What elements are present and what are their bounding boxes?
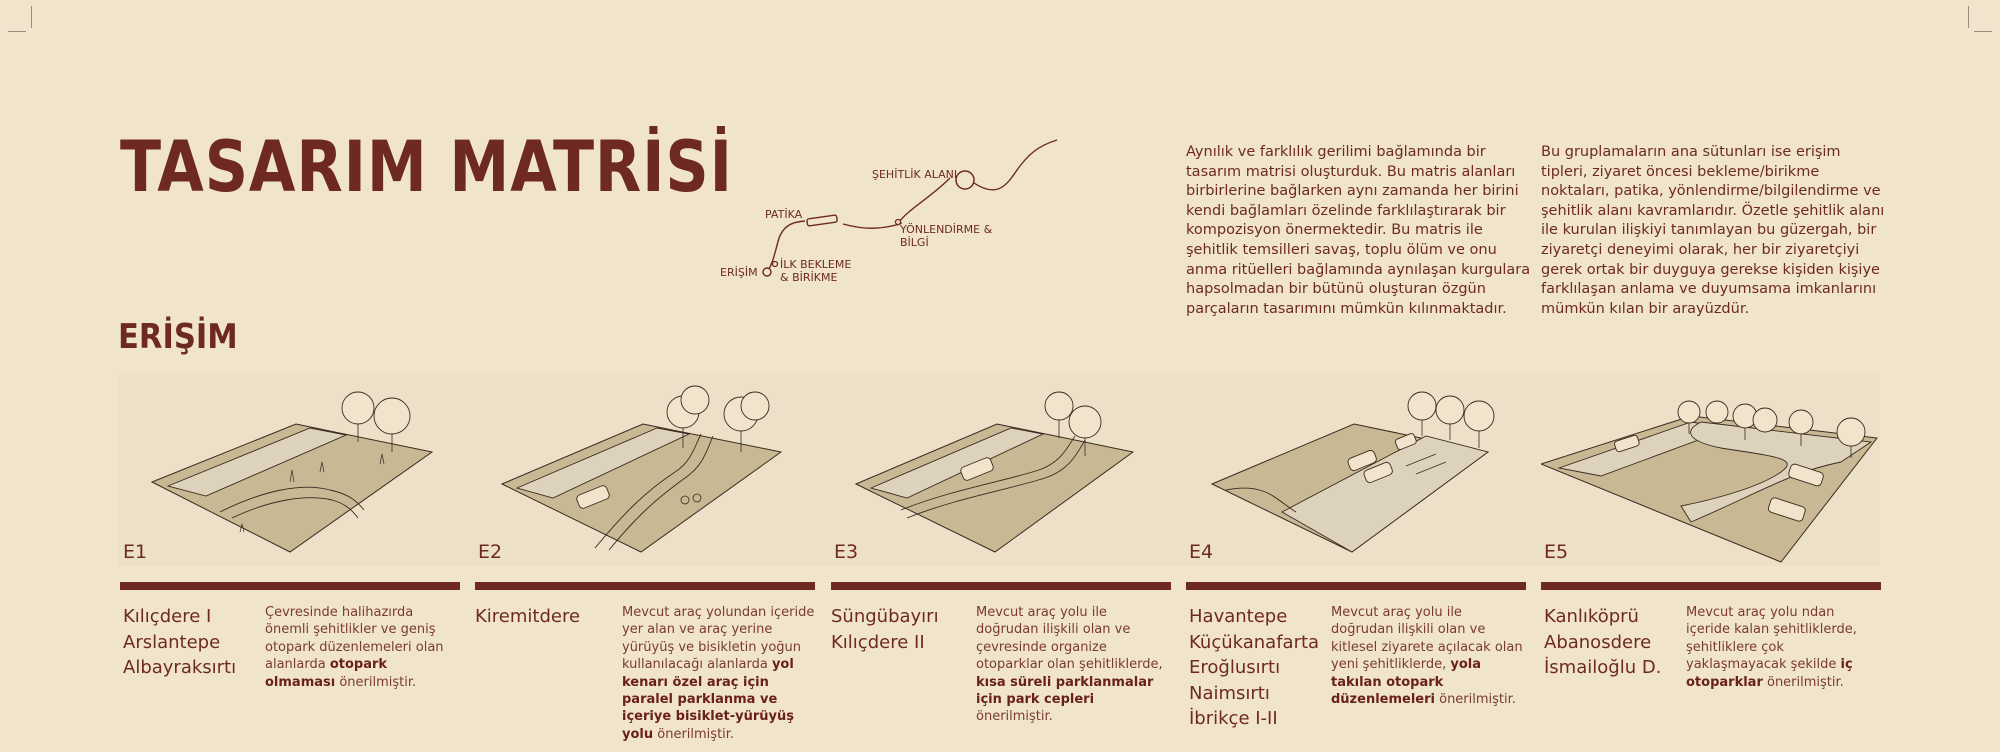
column-bar [1186, 582, 1526, 590]
desc-emphasis: yol kenarı özel araç için paralel parklanma ve içeriye bisiklet-yürüyüş yolu [622, 657, 795, 742]
crop-mark-top-right-h [1974, 31, 1992, 32]
route-path-2 [843, 222, 901, 228]
label-patika: PATİKA [765, 208, 803, 221]
place-name: Naimsırtı [1189, 682, 1270, 704]
column-code: E3 [834, 541, 859, 563]
desc-text: önerilmiştir. [653, 726, 735, 742]
desc-text: Mevcut araç yolu ile doğrudan ilişkili olan ve çevresinde organize otoparklar olan şehitliklerde, [976, 605, 1163, 673]
label-yonlendirme-2: BİLGİ [900, 236, 929, 249]
crop-mark-top-left-v [31, 6, 32, 28]
places-list [1189, 604, 1339, 732]
column-e2 [475, 372, 820, 752]
desc-emphasis: kısa süreli parklanmalar için park cepleri [976, 674, 1154, 708]
label-ilk-bekleme-1: İLK BEKLEME [780, 258, 852, 271]
desc-text: önerilmiştir. [1762, 674, 1844, 690]
column-e3 [831, 372, 1176, 752]
column-bar [1541, 582, 1881, 590]
desc-text: önerilmiştir. [976, 709, 1053, 725]
place-name: Arslantepe [123, 631, 221, 653]
place-name: Kanlıköprü [1544, 606, 1639, 627]
column-e1 [120, 372, 465, 752]
place-name: İsmailoğlu D. [1544, 657, 1662, 678]
desc-text: önerilmiştir. [1434, 692, 1516, 708]
column-description [622, 604, 818, 743]
crop-mark-top-right-v [1968, 6, 1969, 28]
crop-mark-top-left-h [8, 31, 26, 32]
intro-paragraph-1: Aynılık ve farklılık gerilimi bağlamında bir tasarım matrisi oluşturduk. Bu matris alanları birbirlerine bağlarken aynı zamanda her birini kendi bağlamları özelinde farklılaştırarak bir kompozisyon önermektedir. Bu matris ile şehitlik temsilleri savaş, toplu ölüm ve onu anma ritüelleri bağlamında aynılaşan kurgulara hapsolmadan bir bütünü oluşturan özgün parçaların tasarımını mümkün kılınmaktadır. [1186, 144, 1531, 317]
place-name: İbrikçe I-II [1189, 708, 1278, 729]
sketch-e1 [120, 372, 465, 566]
places-list [475, 604, 625, 630]
place-name: Süngübayırı [831, 606, 939, 627]
desc-text: Mevcut araç yolu ile doğrudan ilişkili olan ve kitlesel ziyarete açılacak olan yeni şehitliklerde, [1331, 605, 1523, 673]
route-path-3 [899, 178, 950, 222]
column-bar [120, 582, 460, 590]
place-name: Abanosdere [1544, 631, 1652, 653]
route-diagram [705, 138, 1075, 298]
place-name: Eroğlusırtı [1189, 657, 1281, 678]
column-description [265, 604, 461, 691]
places-list [831, 604, 981, 655]
column-e5 [1541, 372, 1886, 752]
desc-emphasis: iç otoparklar [1686, 657, 1853, 690]
label-sehitlik: ŞEHİTLİK ALANI [872, 168, 958, 181]
places-list [123, 604, 273, 681]
ilk-bekleme-node [773, 262, 778, 267]
sketch-e3 [831, 372, 1176, 566]
place-name: Kiremitdere [475, 606, 581, 627]
desc-emphasis: otopark olmaması [265, 657, 388, 690]
column-code: E1 [123, 541, 148, 563]
patika-node [807, 215, 838, 226]
place-name: Küçükanafarta [1189, 631, 1320, 653]
sketch-e4 [1186, 372, 1531, 566]
column-description [1331, 604, 1527, 708]
place-name: Havantepe [1189, 606, 1288, 627]
place-name: Kılıçdere II [831, 631, 925, 653]
desc-emphasis: yola takılan otopark düzenlemeleri [1331, 657, 1482, 708]
section-title: ERİŞİM [118, 317, 238, 357]
column-code: E2 [478, 541, 503, 563]
column-bar [831, 582, 1171, 590]
column-e4 [1186, 372, 1531, 752]
sketch-e5 [1541, 372, 1886, 566]
intro-paragraph-2: Bu gruplamaların ana sütunları ise erişim tipleri, ziyaret öncesi bekleme/birikme noktaları, patika, yönlendirme/bilgilendirme ve şehitlik alanı kavramlarıdır. Özetle şehitlik alanı ile kurulan ilişkiyi tanımlayan bu güzergah, bir ziyaretçi deneyimi olarak, her bir ziyaretçiyi gerek ortak bir duyguya gerekse kişiden kişiye farklılaşan anlama ve duyumsama imkanlarını mümkün kılan bir arayüzdür. [1541, 144, 1885, 317]
column-description [1686, 604, 1882, 691]
places-list [1544, 604, 1694, 681]
desc-text: Mevcut araç yolundan içeride yer alan ve araç yerine yürüyüş ve bisikletin yoğun kullanılacağı alanlarda [622, 605, 815, 673]
column-code: E5 [1544, 541, 1569, 563]
erisim-node [763, 268, 771, 276]
route-path-4 [967, 140, 1057, 190]
column-bar [475, 582, 815, 590]
page-title: TASARIM MATRİSİ [120, 126, 733, 208]
place-name: Albayraksırtı [123, 657, 237, 678]
label-yonlendirme-1: YÖNLENDİRME & [900, 223, 993, 236]
sketch-e2 [475, 372, 820, 566]
place-name: Kılıçdere I [123, 606, 212, 627]
label-ilk-bekleme-2: & BİRİKME [780, 271, 838, 284]
desc-text: Çevresinde halihazırda önemli şehitlikler ve geniş otopark düzenlemeleri olan alanlarda [265, 605, 444, 673]
column-code: E4 [1189, 541, 1214, 563]
column-description [976, 604, 1172, 726]
desc-text: Mevcut araç yolu ndan içeride kalan şehitliklerde, şehitliklere çok yaklaşmayacak şekilde [1686, 605, 1857, 673]
sehitlik-node [956, 171, 974, 189]
desc-text: önerilmiştir. [335, 674, 417, 690]
label-erisim: ERİŞİM [720, 266, 758, 279]
